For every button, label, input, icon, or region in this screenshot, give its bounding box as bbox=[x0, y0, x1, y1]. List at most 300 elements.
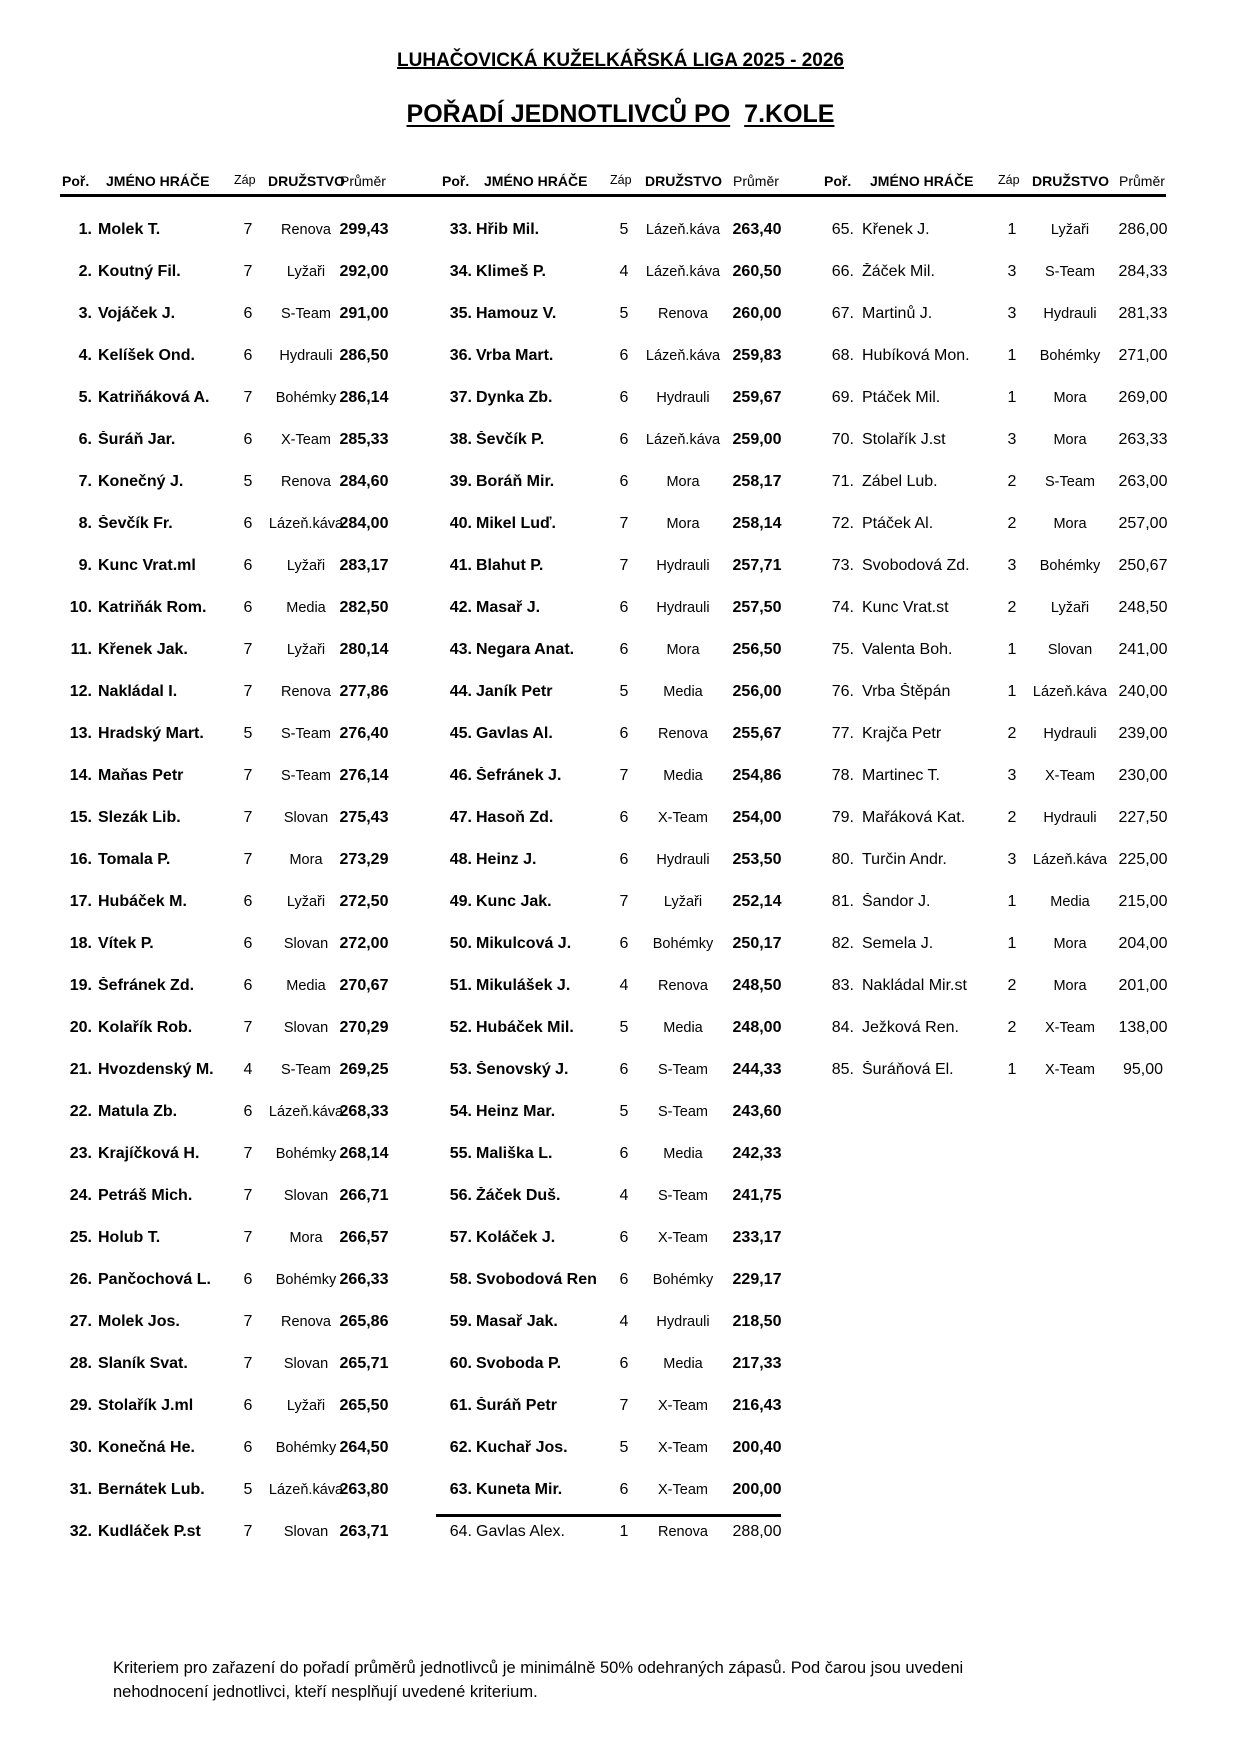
player-name-cell: Turčin Andr. bbox=[862, 851, 947, 868]
rank-cell: 68. bbox=[831, 347, 854, 364]
player-name-cell: Šefránek J. bbox=[476, 767, 562, 784]
player-name-cell: Bernátek Lub. bbox=[98, 1481, 205, 1498]
games-cell: 6 bbox=[243, 515, 253, 532]
player-name-cell: Koutný Fil. bbox=[98, 263, 181, 280]
games-cell: 5 bbox=[243, 473, 253, 490]
player-name-cell: Šuráň Jar. bbox=[98, 431, 176, 448]
team-cell: Lyžaři bbox=[1050, 600, 1090, 616]
team-cell: Lázeň.káva bbox=[645, 222, 721, 238]
header-average: Průměr bbox=[1119, 173, 1165, 189]
team-cell: X-Team bbox=[1045, 1062, 1095, 1078]
rank-cell: 82. bbox=[831, 935, 854, 952]
average-cell: 282,50 bbox=[339, 599, 389, 616]
player-name-cell: Matula Zb. bbox=[98, 1103, 178, 1120]
player-name-cell: Vrba Mart. bbox=[476, 347, 554, 364]
games-cell: 6 bbox=[619, 1355, 629, 1372]
average-cell: 291,00 bbox=[339, 305, 389, 322]
team-cell: Bohémky bbox=[652, 1272, 714, 1288]
header-player-name: JMÉNO HRÁČE bbox=[106, 173, 210, 189]
player-name-cell: Kunc Vrat.st bbox=[862, 599, 949, 616]
rank-cell: 1. bbox=[78, 221, 92, 238]
player-name-cell: Martinec T. bbox=[862, 767, 940, 784]
player-name-cell: Tomala P. bbox=[98, 851, 171, 868]
games-cell: 6 bbox=[243, 1439, 253, 1456]
player-name-cell: Konečný J. bbox=[98, 473, 184, 490]
team-cell: Media bbox=[286, 600, 326, 616]
rank-cell: 66. bbox=[831, 263, 854, 280]
player-name-cell: Heinz J. bbox=[476, 851, 537, 868]
team-cell: Renova bbox=[281, 222, 331, 238]
average-cell: 248,50 bbox=[1118, 599, 1168, 616]
average-cell: 271,00 bbox=[1118, 347, 1168, 364]
rank-cell: 56. bbox=[449, 1187, 472, 1204]
games-cell: 5 bbox=[243, 1481, 253, 1498]
average-cell: 288,00 bbox=[732, 1523, 782, 1540]
games-cell: 1 bbox=[1007, 347, 1017, 364]
table-row bbox=[0, 1313, 1241, 1335]
table-row bbox=[0, 1523, 1241, 1545]
average-cell: 248,00 bbox=[732, 1019, 782, 1036]
average-cell: 233,17 bbox=[732, 1229, 782, 1246]
average-cell: 250,67 bbox=[1118, 557, 1168, 574]
player-name-cell: Krajča Petr bbox=[862, 725, 942, 742]
rank-cell: 21. bbox=[69, 1061, 92, 1078]
rank-cell: 2. bbox=[78, 263, 92, 280]
team-cell: Bohémky bbox=[275, 390, 337, 406]
team-cell: Renova bbox=[281, 474, 331, 490]
player-name-cell: Petráš Mich. bbox=[98, 1187, 193, 1204]
rank-cell: 8. bbox=[78, 515, 92, 532]
rank-cell: 59. bbox=[449, 1313, 472, 1330]
games-cell: 6 bbox=[243, 935, 253, 952]
average-cell: 204,00 bbox=[1118, 935, 1168, 952]
team-cell: Bohémky bbox=[1039, 348, 1101, 364]
player-name-cell: Hasoň Zd. bbox=[476, 809, 554, 826]
player-name-cell: Masař J. bbox=[476, 599, 541, 616]
average-cell: 270,67 bbox=[339, 977, 389, 994]
player-name-cell: Křenek J. bbox=[862, 221, 930, 238]
player-name-cell: Šuráňová El. bbox=[862, 1061, 954, 1078]
games-cell: 7 bbox=[619, 893, 629, 910]
rank-cell: 65. bbox=[831, 221, 854, 238]
team-cell: Slovan bbox=[283, 810, 329, 826]
games-cell: 7 bbox=[619, 515, 629, 532]
rank-cell: 79. bbox=[831, 809, 854, 826]
games-cell: 7 bbox=[619, 767, 629, 784]
rank-cell: 5. bbox=[78, 389, 92, 406]
games-cell: 7 bbox=[243, 1145, 253, 1162]
header-average: Průměr bbox=[733, 173, 779, 189]
games-cell: 7 bbox=[619, 1397, 629, 1414]
team-cell: Lyžaři bbox=[663, 894, 703, 910]
rank-cell: 43. bbox=[449, 641, 472, 658]
player-name-cell: Mařáková Kat. bbox=[862, 809, 966, 826]
player-name-cell: Hvozdenský M. bbox=[98, 1061, 214, 1078]
games-cell: 2 bbox=[1007, 515, 1017, 532]
games-cell: 3 bbox=[1007, 305, 1017, 322]
games-cell: 7 bbox=[243, 809, 253, 826]
team-cell: Lázeň.káva bbox=[1032, 684, 1108, 700]
player-name-cell: Mikulášek J. bbox=[476, 977, 571, 994]
team-cell: Bohémky bbox=[275, 1440, 337, 1456]
table-row bbox=[0, 431, 1241, 453]
team-cell: Lázeň.káva bbox=[645, 432, 721, 448]
rank-cell: 55. bbox=[449, 1145, 472, 1162]
rank-cell: 34. bbox=[449, 263, 472, 280]
player-name-cell: Hradský Mart. bbox=[98, 725, 204, 742]
rank-cell: 83. bbox=[831, 977, 854, 994]
player-name-cell: Mališka L. bbox=[476, 1145, 553, 1162]
average-cell: 273,29 bbox=[339, 851, 389, 868]
average-cell: 225,00 bbox=[1118, 851, 1168, 868]
player-name-cell: Žáček Duš. bbox=[476, 1187, 561, 1204]
games-cell: 6 bbox=[619, 431, 629, 448]
games-cell: 5 bbox=[243, 725, 253, 742]
ranking-title bbox=[0, 100, 1241, 129]
table-row bbox=[0, 599, 1241, 621]
games-cell: 5 bbox=[619, 1103, 629, 1120]
player-name-cell: Kunc Vrat.ml bbox=[98, 557, 196, 574]
average-cell: 254,86 bbox=[732, 767, 782, 784]
average-cell: 229,17 bbox=[732, 1271, 782, 1288]
rank-cell: 25. bbox=[69, 1229, 92, 1246]
team-cell: Mora bbox=[1053, 390, 1087, 406]
table-row bbox=[0, 263, 1241, 285]
team-cell: Renova bbox=[281, 684, 331, 700]
player-name-cell: Žáček Mil. bbox=[862, 263, 935, 280]
average-cell: 250,17 bbox=[732, 935, 782, 952]
games-cell: 6 bbox=[243, 1397, 253, 1414]
player-name-cell: Ježková Ren. bbox=[862, 1019, 959, 1036]
player-name-cell: Hubáček M. bbox=[98, 893, 187, 910]
footer-note bbox=[113, 1656, 1123, 1704]
games-cell: 1 bbox=[1007, 641, 1017, 658]
rank-cell: 49. bbox=[449, 893, 472, 910]
games-cell: 7 bbox=[243, 1355, 253, 1372]
league-title-text: LUHAČOVICKÁ KUŽELKÁŘSKÁ LIGA 2025 - 2026 bbox=[397, 50, 844, 71]
rank-cell: 64. bbox=[449, 1523, 472, 1540]
league-title bbox=[0, 50, 1241, 72]
team-cell: Lázeň.káva bbox=[645, 264, 721, 280]
table-row bbox=[0, 557, 1241, 579]
games-cell: 5 bbox=[619, 305, 629, 322]
average-cell: 244,33 bbox=[732, 1061, 782, 1078]
games-cell: 7 bbox=[243, 1523, 253, 1540]
games-cell: 6 bbox=[619, 809, 629, 826]
average-cell: 259,00 bbox=[732, 431, 782, 448]
table-row bbox=[0, 1397, 1241, 1419]
qualification-cut-line bbox=[436, 1514, 781, 1517]
rank-cell: 35. bbox=[449, 305, 472, 322]
average-cell: 248,50 bbox=[732, 977, 782, 994]
rank-cell: 18. bbox=[69, 935, 92, 952]
rank-cell: 12. bbox=[69, 683, 92, 700]
average-cell: 218,50 bbox=[732, 1313, 782, 1330]
team-cell: Slovan bbox=[283, 1356, 329, 1372]
team-cell: Lyžaři bbox=[286, 1398, 326, 1414]
player-name-cell: Valenta Boh. bbox=[862, 641, 953, 658]
average-cell: 280,14 bbox=[339, 641, 389, 658]
rank-cell: 84. bbox=[831, 1019, 854, 1036]
team-cell: X-Team bbox=[658, 1440, 708, 1456]
header-rank: Poř. bbox=[62, 173, 90, 189]
games-cell: 6 bbox=[243, 347, 253, 364]
player-name-cell: Stolařík J.ml bbox=[98, 1397, 194, 1414]
rank-cell: 14. bbox=[69, 767, 92, 784]
team-cell: X-Team bbox=[281, 432, 331, 448]
average-cell: 275,43 bbox=[339, 809, 389, 826]
rank-cell: 85. bbox=[831, 1061, 854, 1078]
player-name-cell: Zábel Lub. bbox=[862, 473, 938, 490]
rank-cell: 29. bbox=[69, 1397, 92, 1414]
team-cell: Lyžaři bbox=[1050, 222, 1090, 238]
team-cell: Media bbox=[1050, 894, 1090, 910]
average-cell: 265,71 bbox=[339, 1355, 389, 1372]
table-row bbox=[0, 515, 1241, 537]
games-cell: 6 bbox=[619, 1061, 629, 1078]
team-cell: X-Team bbox=[658, 1230, 708, 1246]
player-name-cell: Koláček J. bbox=[476, 1229, 556, 1246]
team-cell: Renova bbox=[658, 726, 708, 742]
player-name-cell: Blahut P. bbox=[476, 557, 544, 574]
rank-cell: 4. bbox=[78, 347, 92, 364]
table-row bbox=[0, 1439, 1241, 1461]
rank-cell: 72. bbox=[831, 515, 854, 532]
header-games: Záp bbox=[234, 173, 256, 187]
team-cell: Lázeň.káva bbox=[268, 516, 344, 532]
player-name-cell: Kelíšek Ond. bbox=[98, 347, 195, 364]
rank-cell: 27. bbox=[69, 1313, 92, 1330]
table-row bbox=[0, 641, 1241, 663]
player-name-cell: Hubáček Mil. bbox=[476, 1019, 574, 1036]
rank-cell: 7. bbox=[78, 473, 92, 490]
rank-cell: 38. bbox=[449, 431, 472, 448]
player-name-cell: Pančochová L. bbox=[98, 1271, 211, 1288]
average-cell: 268,14 bbox=[339, 1145, 389, 1162]
table-row bbox=[0, 1187, 1241, 1209]
rank-cell: 36. bbox=[449, 347, 472, 364]
player-name-cell: Kuneta Mir. bbox=[476, 1481, 563, 1498]
games-cell: 6 bbox=[243, 557, 253, 574]
player-name-cell: Maňas Petr bbox=[98, 767, 184, 784]
games-cell: 6 bbox=[619, 389, 629, 406]
average-cell: 254,00 bbox=[732, 809, 782, 826]
team-cell: Lyžaři bbox=[286, 264, 326, 280]
games-cell: 6 bbox=[619, 1145, 629, 1162]
table-row bbox=[0, 935, 1241, 957]
average-cell: 269,25 bbox=[339, 1061, 389, 1078]
team-cell: Mora bbox=[666, 642, 700, 658]
rank-cell: 53. bbox=[449, 1061, 472, 1078]
average-cell: 284,00 bbox=[339, 515, 389, 532]
rank-cell: 63. bbox=[449, 1481, 472, 1498]
team-cell: Hydrauli bbox=[656, 600, 710, 616]
rank-cell: 3. bbox=[78, 305, 92, 322]
average-cell: 265,86 bbox=[339, 1313, 389, 1330]
games-cell: 1 bbox=[1007, 935, 1017, 952]
team-cell: Mora bbox=[289, 852, 323, 868]
rank-cell: 78. bbox=[831, 767, 854, 784]
table-row bbox=[0, 1145, 1241, 1167]
player-name-cell: Vojáček J. bbox=[98, 305, 176, 322]
average-cell: 230,00 bbox=[1118, 767, 1168, 784]
average-cell: 95,00 bbox=[1122, 1061, 1164, 1078]
player-name-cell: Nakládal Mir.st bbox=[862, 977, 967, 994]
team-cell: Mora bbox=[1053, 516, 1087, 532]
team-cell: Renova bbox=[658, 1524, 708, 1540]
games-cell: 6 bbox=[243, 599, 253, 616]
player-name-cell: Šenovský J. bbox=[476, 1061, 569, 1078]
games-cell: 5 bbox=[619, 1019, 629, 1036]
player-name-cell: Šefránek Zd. bbox=[98, 977, 195, 994]
games-cell: 7 bbox=[243, 1313, 253, 1330]
header-average: Průměr bbox=[340, 173, 386, 189]
average-cell: 292,00 bbox=[339, 263, 389, 280]
team-cell: Media bbox=[663, 1356, 703, 1372]
average-cell: 272,50 bbox=[339, 893, 389, 910]
table-row bbox=[0, 347, 1241, 369]
team-cell: Hydrauli bbox=[656, 390, 710, 406]
player-name-cell: Martinů J. bbox=[862, 305, 933, 322]
average-cell: 200,40 bbox=[732, 1439, 782, 1456]
games-cell: 1 bbox=[1007, 683, 1017, 700]
games-cell: 5 bbox=[619, 683, 629, 700]
team-cell: Renova bbox=[658, 306, 708, 322]
average-cell: 259,67 bbox=[732, 389, 782, 406]
games-cell: 7 bbox=[243, 767, 253, 784]
team-cell: Mora bbox=[666, 474, 700, 490]
games-cell: 6 bbox=[243, 1103, 253, 1120]
rank-cell: 58. bbox=[449, 1271, 472, 1288]
average-cell: 266,71 bbox=[339, 1187, 389, 1204]
games-cell: 3 bbox=[1007, 851, 1017, 868]
rank-cell: 69. bbox=[831, 389, 854, 406]
player-name-cell: Ptáček Al. bbox=[862, 515, 934, 532]
rank-cell: 42. bbox=[449, 599, 472, 616]
average-cell: 270,29 bbox=[339, 1019, 389, 1036]
games-cell: 2 bbox=[1007, 599, 1017, 616]
team-cell: Lázeň.káva bbox=[268, 1482, 344, 1498]
games-cell: 6 bbox=[243, 893, 253, 910]
games-cell: 7 bbox=[619, 557, 629, 574]
average-cell: 286,14 bbox=[339, 389, 389, 406]
average-cell: 263,33 bbox=[1118, 431, 1168, 448]
table-row bbox=[0, 1103, 1241, 1125]
player-name-cell: Dynka Zb. bbox=[476, 389, 553, 406]
player-name-cell: Krajíčková H. bbox=[98, 1145, 200, 1162]
average-cell: 201,00 bbox=[1118, 977, 1168, 994]
team-cell: S-Team bbox=[281, 306, 331, 322]
team-cell: Hydrauli bbox=[656, 852, 710, 868]
rank-cell: 10. bbox=[69, 599, 92, 616]
table-row bbox=[0, 683, 1241, 705]
player-name-cell: Molek T. bbox=[98, 221, 161, 238]
team-cell: S-Team bbox=[658, 1104, 708, 1120]
games-cell: 5 bbox=[619, 1439, 629, 1456]
average-cell: 263,80 bbox=[339, 1481, 389, 1498]
games-cell: 6 bbox=[619, 1229, 629, 1246]
games-cell: 7 bbox=[243, 1187, 253, 1204]
header-rule bbox=[60, 194, 1166, 197]
team-cell: Lázeň.káva bbox=[268, 1104, 344, 1120]
games-cell: 4 bbox=[619, 1313, 629, 1330]
average-cell: 284,33 bbox=[1118, 263, 1168, 280]
team-cell: Hydrauli bbox=[1043, 810, 1097, 826]
average-cell: 281,33 bbox=[1118, 305, 1168, 322]
player-name-cell: Vrba Štěpán bbox=[862, 683, 951, 700]
games-cell: 3 bbox=[1007, 767, 1017, 784]
average-cell: 217,33 bbox=[732, 1355, 782, 1372]
average-cell: 255,67 bbox=[732, 725, 782, 742]
player-name-cell: Boráň Mir. bbox=[476, 473, 555, 490]
games-cell: 2 bbox=[1007, 473, 1017, 490]
table-row bbox=[0, 305, 1241, 327]
average-cell: 284,60 bbox=[339, 473, 389, 490]
player-name-cell: Konečná He. bbox=[98, 1439, 195, 1456]
rank-cell: 47. bbox=[449, 809, 472, 826]
games-cell: 1 bbox=[1007, 1061, 1017, 1078]
player-name-cell: Hřib Mil. bbox=[476, 221, 540, 238]
rank-cell: 11. bbox=[70, 641, 92, 658]
table-row bbox=[0, 977, 1241, 999]
team-cell: Hydrauli bbox=[1043, 306, 1097, 322]
rank-cell: 15. bbox=[69, 809, 92, 826]
player-name-cell: Křenek Jak. bbox=[98, 641, 188, 658]
player-name-cell: Kolařík Rob. bbox=[98, 1019, 193, 1036]
average-cell: 260,00 bbox=[732, 305, 782, 322]
rank-cell: 74. bbox=[831, 599, 854, 616]
team-cell: Hydrauli bbox=[656, 558, 710, 574]
games-cell: 7 bbox=[243, 221, 253, 238]
player-name-cell: Šandor J. bbox=[862, 893, 931, 910]
rank-cell: 76. bbox=[831, 683, 854, 700]
games-cell: 7 bbox=[243, 1229, 253, 1246]
player-name-cell: Vítek P. bbox=[98, 935, 154, 952]
games-cell: 7 bbox=[243, 851, 253, 868]
player-name-cell: Holub T. bbox=[98, 1229, 161, 1246]
rank-cell: 22. bbox=[69, 1103, 92, 1120]
player-name-cell: Ševčík Fr. bbox=[98, 515, 173, 532]
team-cell: Bohémky bbox=[652, 936, 714, 952]
average-cell: 276,14 bbox=[339, 767, 389, 784]
average-cell: 286,50 bbox=[339, 347, 389, 364]
games-cell: 7 bbox=[243, 1019, 253, 1036]
average-cell: 266,57 bbox=[339, 1229, 389, 1246]
player-name-cell: Klimeš P. bbox=[476, 263, 546, 280]
team-cell: X-Team bbox=[1045, 1020, 1095, 1036]
team-cell: Bohémky bbox=[1039, 558, 1101, 574]
games-cell: 7 bbox=[243, 641, 253, 658]
average-cell: 263,40 bbox=[732, 221, 782, 238]
average-cell: 252,14 bbox=[732, 893, 782, 910]
rank-cell: 39. bbox=[449, 473, 472, 490]
average-cell: 286,00 bbox=[1118, 221, 1168, 238]
games-cell: 3 bbox=[1007, 557, 1017, 574]
games-cell: 6 bbox=[619, 347, 629, 364]
team-cell: Lyžaři bbox=[286, 642, 326, 658]
games-cell: 6 bbox=[619, 473, 629, 490]
rank-cell: 46. bbox=[449, 767, 472, 784]
average-cell: 200,00 bbox=[732, 1481, 782, 1498]
rank-cell: 32. bbox=[69, 1523, 92, 1540]
team-cell: Media bbox=[286, 978, 326, 994]
table-row bbox=[0, 893, 1241, 915]
rank-cell: 31. bbox=[69, 1481, 92, 1498]
average-cell: 256,00 bbox=[732, 683, 782, 700]
rank-cell: 37. bbox=[449, 389, 472, 406]
team-cell: Media bbox=[663, 1020, 703, 1036]
team-cell: Hydrauli bbox=[656, 1314, 710, 1330]
